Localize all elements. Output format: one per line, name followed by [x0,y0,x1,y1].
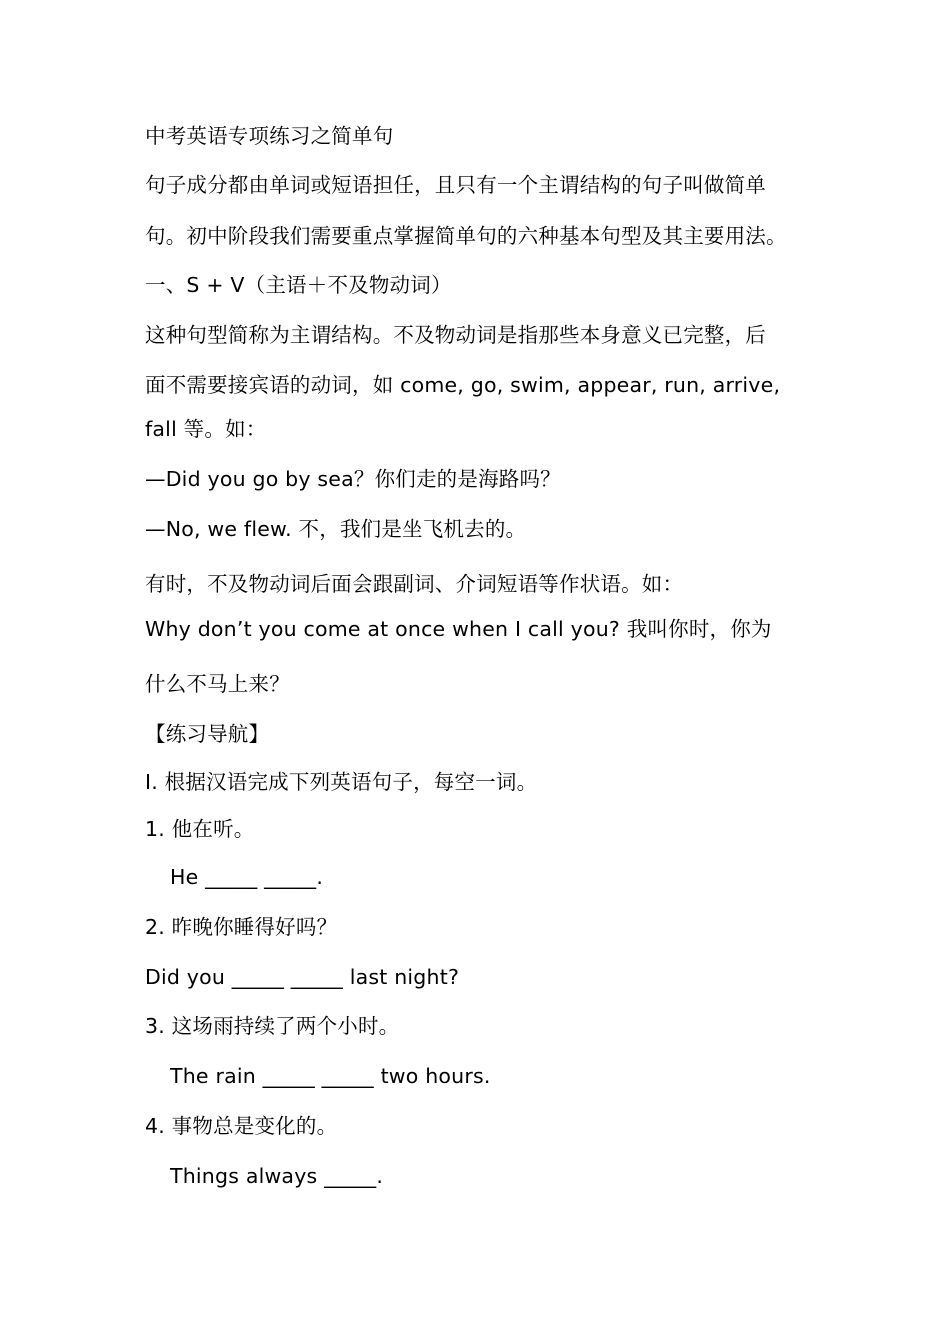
section-1-heading: 一、S + V（主语＋不及物动词） [145,273,452,297]
question-2-english: Did you _____ _____ last night? [145,965,460,989]
exercise-heading: Ⅰ. 根据汉语完成下列英语句子，每空一词。 [145,770,538,794]
question-4-chinese: 4. 事物总是变化的。 [145,1114,338,1138]
question-3-chinese: 3. 这场雨持续了两个小时。 [145,1014,400,1038]
example-1-answer: —No, we flew. 不，我们是坐飞机去的。 [145,517,527,541]
example-1-question: —Did you go by sea？你们走的是海路吗？ [145,467,561,491]
question-3-english: The rain _____ _____ two hours. [170,1064,491,1088]
question-1-english: He _____ _____. [170,865,324,889]
example-2-line-2: 什么不马上来？ [145,672,290,696]
section-1-paragraph-line-1: 这种句型简称为主谓结构。不及物动词是指那些本身意义已完整，后 [145,323,766,347]
section-1-paragraph-2: 有时，不及物动词后面会跟副词、介词短语等作状语。如： [145,572,684,596]
question-1-chinese: 1. 他在听。 [145,817,255,841]
intro-line-1: 句子成分都由单词或短语担任，且只有一个主谓结构的句子叫做简单 [145,173,766,197]
practice-heading: 【练习导航】 [145,722,270,746]
section-1-paragraph-line-3: fall 等。如： [145,417,267,441]
intro-line-2: 句。初中阶段我们需要重点掌握简单句的六种基本句型及其主要用法。 [145,224,787,248]
example-2-line-1: Why don’t you come at once when I call you? 我叫你时，你为 [145,617,772,641]
question-4-english: Things always _____. [170,1164,384,1188]
section-1-paragraph-line-2: 面不需要接宾语的动词，如 come, go, swim, appear, run, arrive, [145,373,781,397]
question-2-chinese: 2. 昨晚你睡得好吗？ [145,915,338,939]
document-title: 中考英语专项练习之简单句 [145,124,394,148]
